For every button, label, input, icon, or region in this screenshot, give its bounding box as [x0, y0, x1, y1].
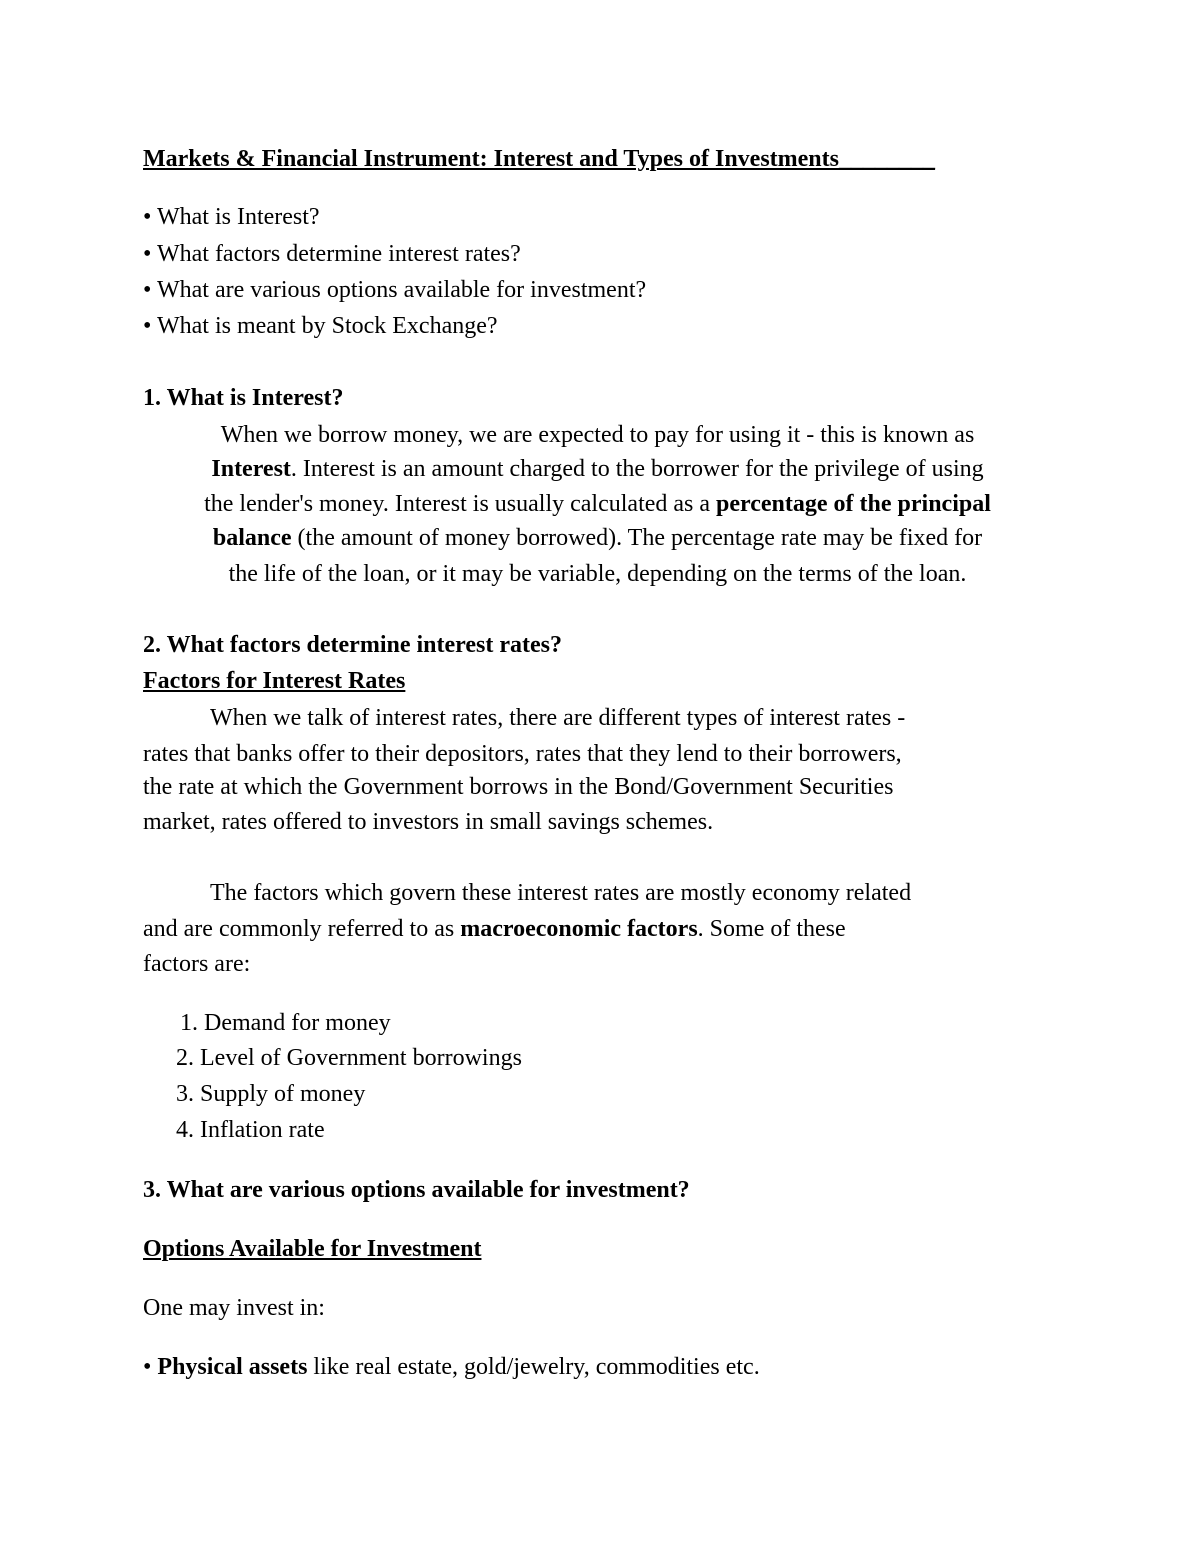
term-physical-assets: Physical assets [157, 1354, 308, 1380]
section1-line-5 [120, 560, 1075, 588]
text: and are commonly referred to as [143, 916, 461, 942]
factor-item: 2. Level of Government borrowings [176, 1045, 522, 1071]
section2-para2-line: factors are: [143, 951, 251, 977]
bullet-mark: • [143, 1354, 158, 1380]
document-title [143, 145, 935, 173]
question-item: • What factors determine interest rates? [143, 241, 521, 267]
factor-item: 3. Supply of money [176, 1081, 366, 1107]
term-balance: balance [212, 525, 292, 551]
section2-para1-line: rates that banks offer to their depositors, rates that they lend to their borrowers, [143, 741, 902, 767]
question-item: • What are various options available for investment? [143, 277, 647, 303]
factor-item: 4. Inflation rate [176, 1117, 325, 1143]
section1-heading: 1. What is Interest? [143, 385, 344, 411]
term-macroeconomic: macroeconomic factors [460, 916, 698, 942]
section3-heading: 3. What are various options available for investment? [143, 1177, 690, 1203]
section1-line-1 [120, 421, 1075, 449]
title-text: Markets & Financial Instrument: Interest and Types of Investments [143, 146, 839, 172]
text: the lender's money. Interest is usually calculated as a [204, 491, 717, 517]
section1-line-3 [120, 490, 1075, 518]
text: the life of the loan, or it may be variable, depending on the terms of the loan. [228, 561, 967, 587]
section2-subheading: Factors for Interest Rates [143, 668, 406, 694]
investment-bullet [143, 1353, 760, 1381]
question-item: • What is meant by Stock Exchange? [143, 313, 498, 339]
term-percentage-principal: percentage of the principal [716, 491, 991, 517]
section2-para2-line: The factors which govern these interest rates are mostly economy related [210, 880, 912, 906]
section2-para2-line [143, 915, 846, 943]
title-underline-trail: ________ [839, 146, 935, 172]
factor-item: 1. Demand for money [180, 1010, 391, 1036]
term-interest: Interest [211, 456, 291, 482]
section3-subheading: Options Available for Investment [143, 1236, 482, 1262]
text: . Some of these [697, 916, 846, 942]
text: . Interest is an amount charged to the borrower for the privilege of using [290, 456, 984, 482]
section1-line-4 [120, 524, 1075, 552]
section2-para1-line: market, rates offered to investors in small savings schemes. [143, 809, 714, 835]
section2-para1-line: When we talk of interest rates, there are different types of interest rates - [210, 705, 906, 731]
text: (the amount of money borrowed). The percentage rate may be fixed for [291, 525, 983, 551]
question-item: • What is Interest? [143, 204, 320, 230]
text: like real estate, gold/jewelry, commodities etc. [307, 1354, 760, 1380]
section2-para1-line: the rate at which the Government borrows in the Bond/Government Securities [143, 774, 894, 800]
text: When we borrow money, we are expected to pay for using it - this is known as [220, 422, 975, 448]
section3-intro: One may invest in: [143, 1295, 325, 1321]
section1-line-2 [120, 455, 1075, 483]
section2-heading: 2. What factors determine interest rates? [143, 632, 562, 658]
